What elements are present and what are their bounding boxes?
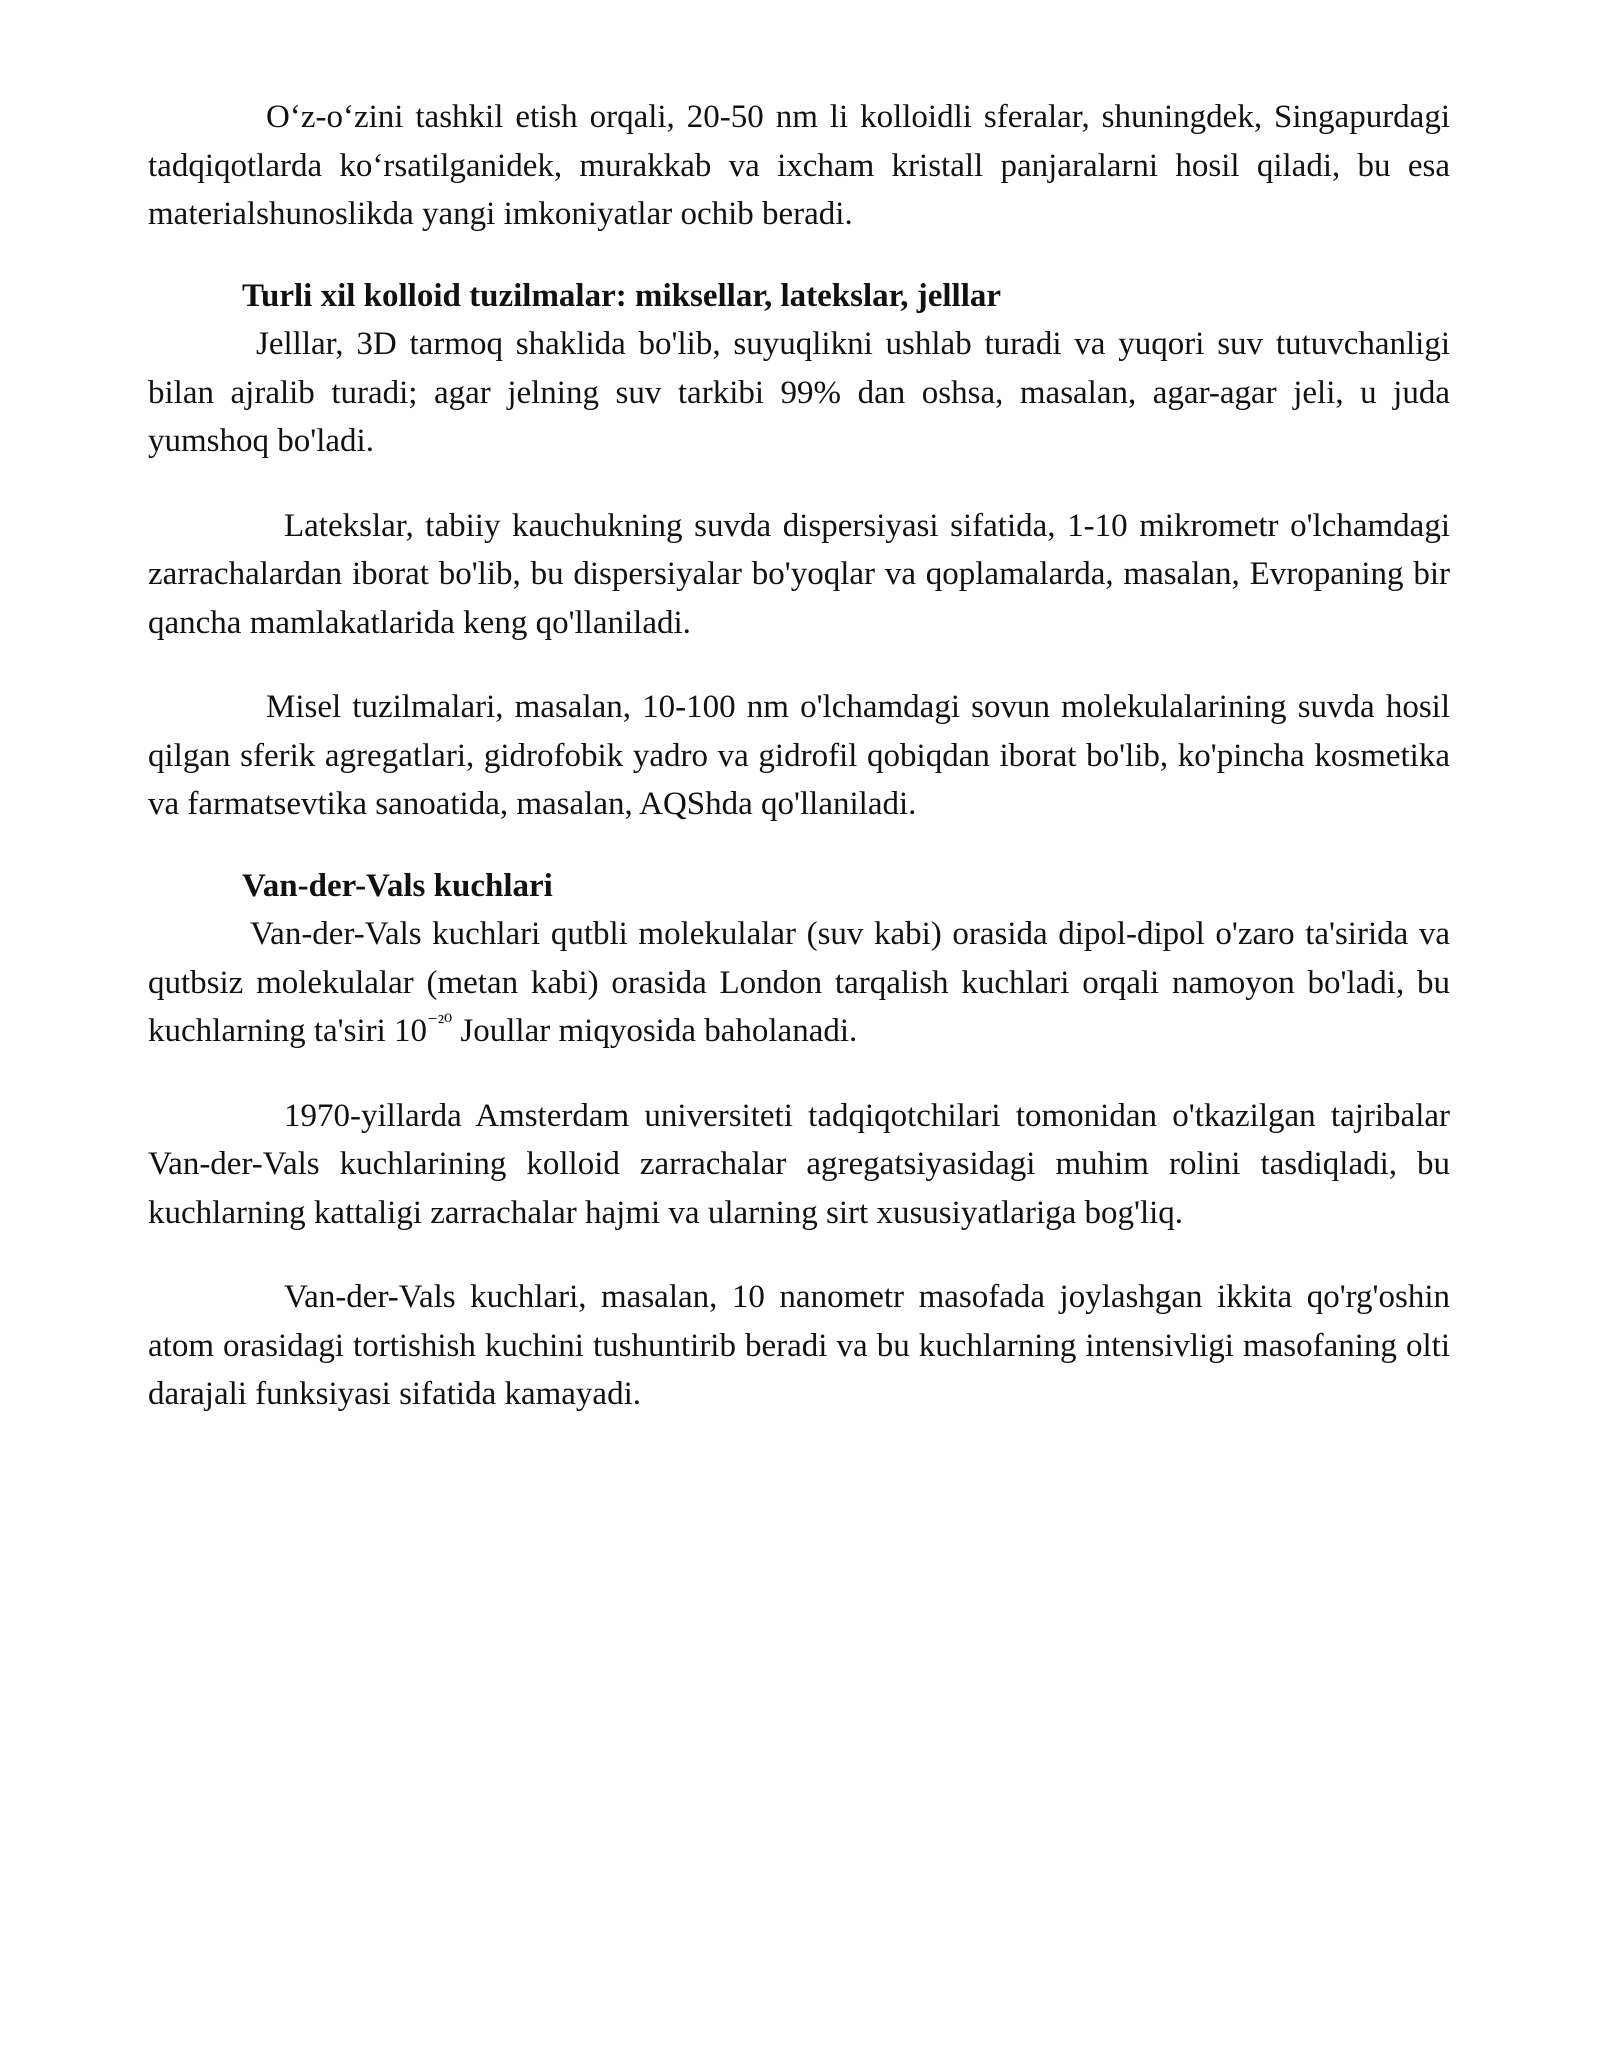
vdw-exponent: ⁻²⁰ — [427, 1012, 453, 1034]
paragraph-van-der-waals-forces — [148, 910, 1450, 1056]
paragraph-gels: Jelllar, 3D tarmoq shaklida bo'lib, suyuqlikni ushlab turadi va yuqori suv tutuvchanligi bilan ajralib turadi; agar jelning suv tarkibi 99% dan oshsa, masalan, agar-agar jeli, u juda yumshoq bo'ladi. — [148, 326, 1450, 459]
paragraph-lead-atoms: Van-der-Vals kuchlari, masalan, 10 nanometr masofada joylashgan ikkita qo'rg'oshin atom orasidagi tortishish kuchini tushuntirib beradi va bu kuchlarning intensivligi masofaning olti darajali funksiyasi sifatida kamayadi. — [148, 1279, 1450, 1412]
document-page — [148, 93, 1450, 1419]
paragraph-micelles: Misel tuzilmalari, masalan, 10-100 nm o'lchamdagi sovun molekulalarining suvda hosil qilgan sferik agregatlari, gidrofobik yadro va gidrofil qobiqdan iborat bo'lib, ko'pincha kosmetika va farmatsevtika sanoatida, masalan, AQShda qo'llaniladi. — [148, 689, 1450, 822]
vdw-text-part1: Van-der-Vals kuchlari qutbli molekulalar (suv kabi) orasida dipol-dipol o'zaro ta'sirida va qutbsiz molekulalar (metan kabi) orasida London tarqalish kuchlari orqali namoyon bo'ladi, bu kuchlarning ta'siri 10 — [148, 916, 1450, 1049]
vdw-text-part2: Joullar miqyosida baholanadi. — [452, 1013, 858, 1049]
paragraph-self-organization: O‘z-o‘zini tashkil etish orqali, 20-50 nm li kolloidli sferalar, shuningdek, Singapurdagi tadqiqotlarda ko‘rsatilganidek, murakkab va ixcham kristall panjaralarni hosil qiladi, bu esa materialshunoslikda yangi imkoniyatlar ochib beradi. — [148, 99, 1450, 232]
paragraph-latex: Latekslar, tabiiy kauchukning suvda dispersiyasi sifatida, 1-10 mikrometr o'lchamdagi zarrachalardan iborat bo'lib, bu dispersiyalar bo'yoqlar va qoplamalarda, masalan, Evropaning bir qancha mamlakatlarida keng qo'llaniladi. — [148, 507, 1450, 641]
heading-van-der-waals: Van-der-Vals kuchlari — [242, 867, 553, 904]
paragraph-amsterdam-experiments: 1970-yillarda Amsterdam universiteti tadqiqotchilari tomonidan o'tkazilgan tajribalar Van-der-Vals kuchlarining kolloid zarrachalar agregatsiyasidagi muhim rolini tasdiqladi, bu kuchlarning kattaligi zarrachalar hajmi va ularning sirt xususiyatlariga bog'liq. — [148, 1097, 1450, 1231]
heading-colloid-structures: Turli xil kolloid tuzilmalar: miksellar, latekslar, jelllar — [242, 277, 1002, 314]
